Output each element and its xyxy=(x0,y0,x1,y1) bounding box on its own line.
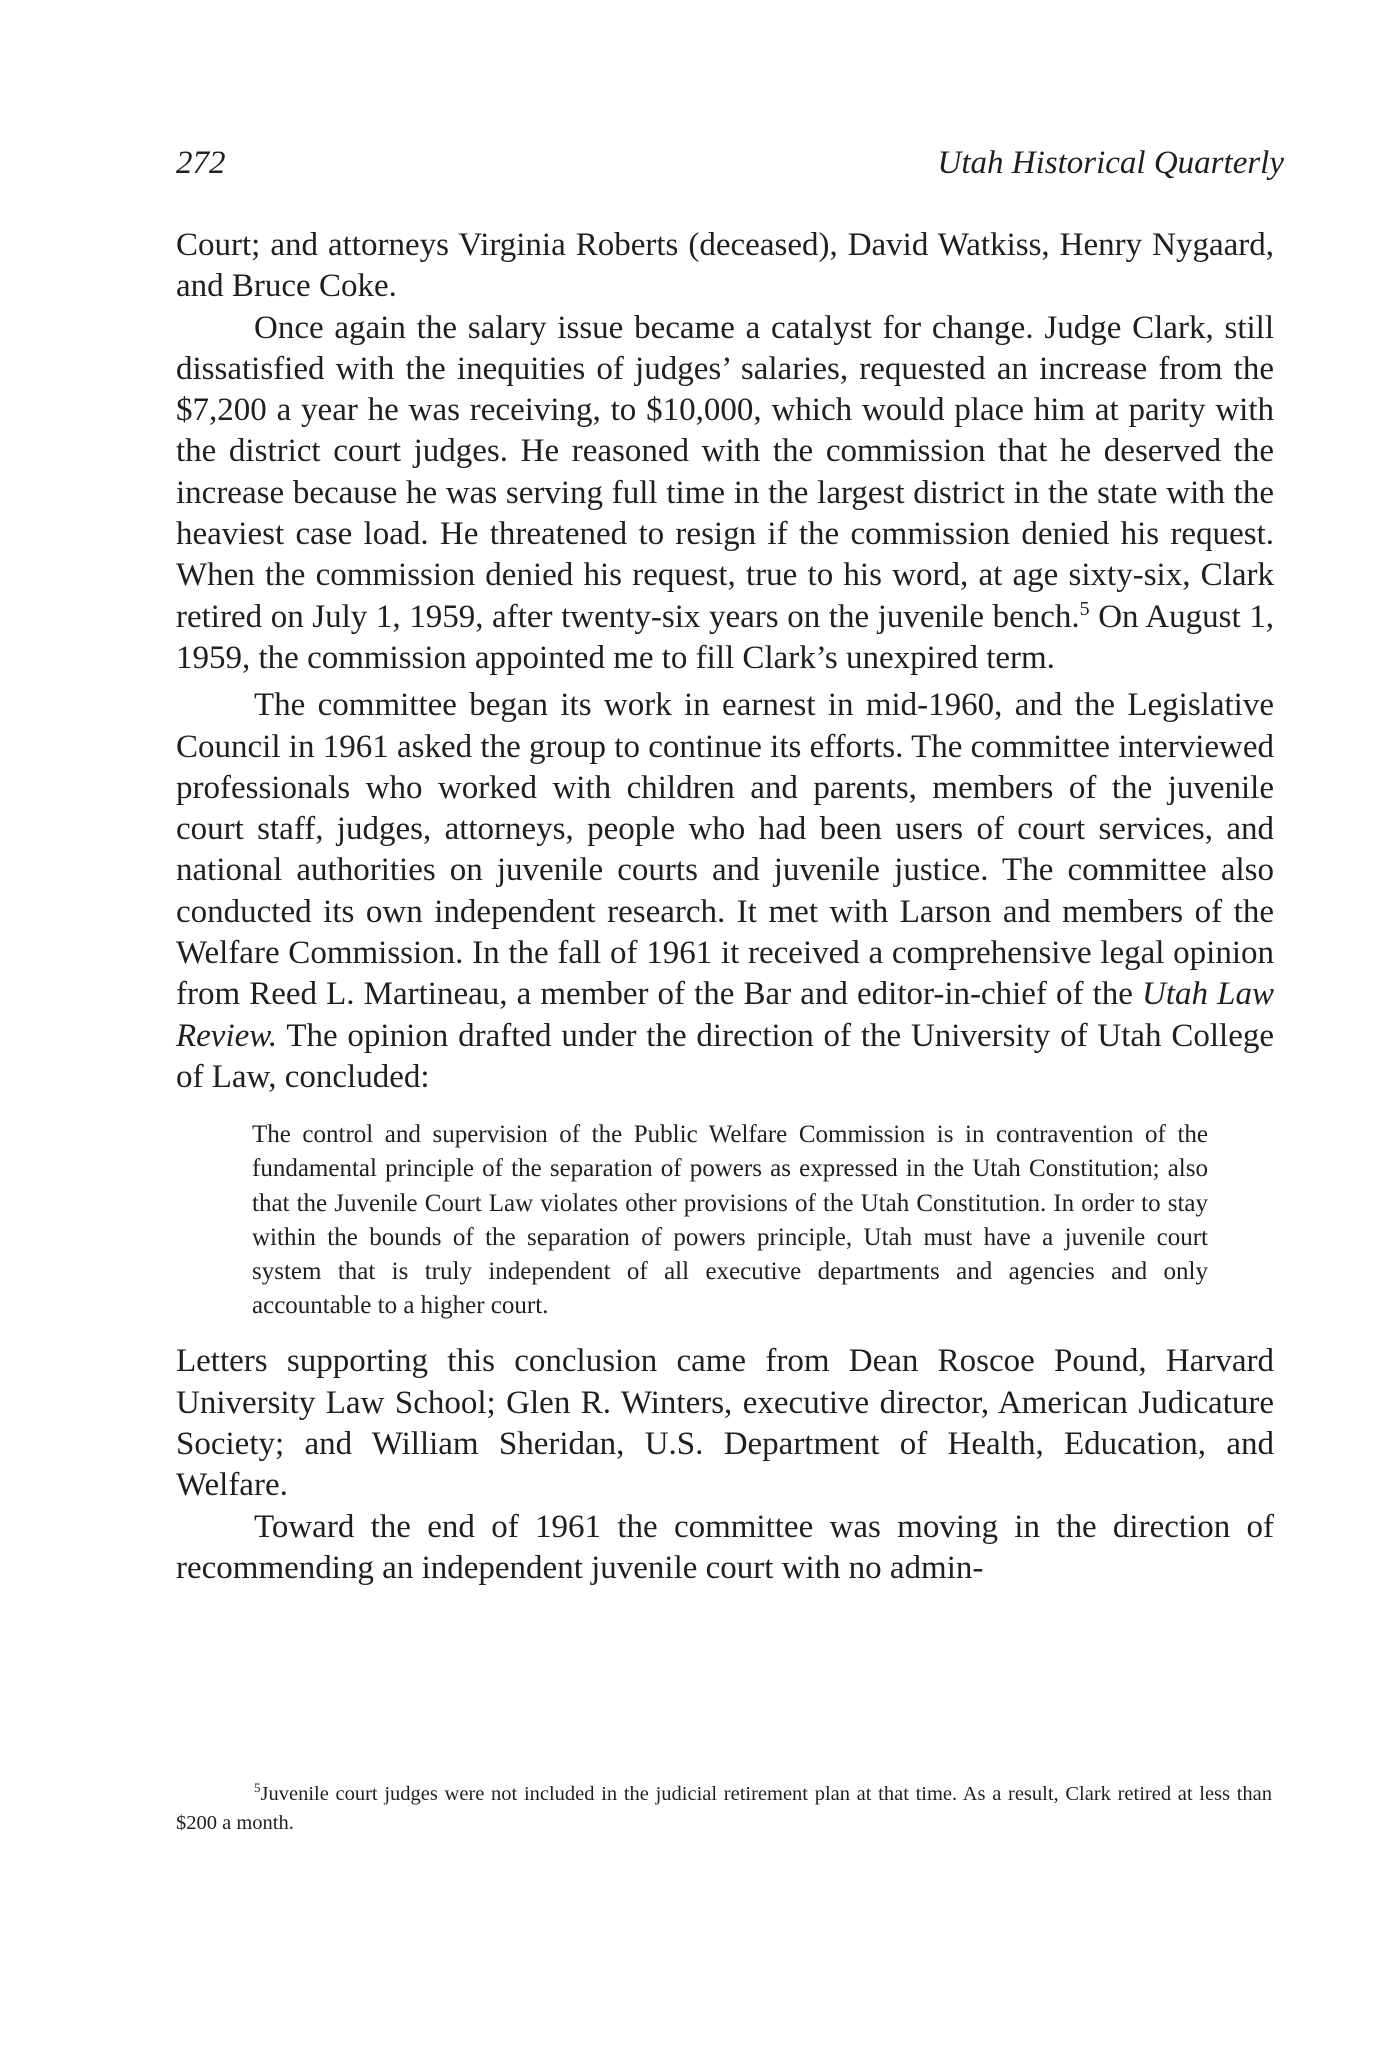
paragraph-end-of-1961: Toward the end of 1961 the committee was moving in the direction of recommending an independent juvenile court with no admin- xyxy=(176,1508,1274,1586)
running-head-journal-title: Utah Historical Quarterly xyxy=(937,145,1284,181)
footnote-mark: 5 xyxy=(254,1780,261,1795)
page-number: 272 xyxy=(176,145,226,181)
paragraph-letters: Letters supporting this conclusion came from Dean Roscoe Pound, Harvard University Law School; Glen R. Winters, executive director, American Judicature Society; and William Sheridan, U.S. Department of Health, Education, and Welfare. xyxy=(176,1343,1274,1504)
page-header xyxy=(176,143,1284,193)
block-quote: The control and supervision of the Public Welfare Commission is in contravention of the fundamental principle of the separation of powers as expressed in the Utah Constitution; also that the Juvenile Court Law violates other provisions of the Utah Constitution. In order to stay within the bounds of the separation of powers principle, Utah must have a juvenile court system that is truly independent of all executive departments and agencies and only accountable to a higher court. xyxy=(252,1121,1208,1320)
paragraph-committee-work-tail: The opinion drafted under the direction of the University of Utah College of Law, concluded: xyxy=(176,1017,1274,1095)
footnote-reference: 5 xyxy=(1079,597,1090,620)
footnote-area xyxy=(176,1780,1272,1838)
paragraph-committee-work xyxy=(176,685,1274,1098)
footnote-text: Juvenile court judges were not included in the judicial retirement plan at that time. As a result, Clark retired at less than $200 a month. xyxy=(176,1783,1272,1834)
paragraph-salary-issue xyxy=(176,308,1274,680)
paragraph-salary-issue-tail: On August 1, 1959, the commission appointed me to fill Clark’s unexpired term. xyxy=(176,598,1274,676)
paragraph-committee-work-text: The committee began its work in earnest in mid-1960, and the Legislative Council in 1961 asked the group to continue its efforts. The committee interviewed professionals who worked with children and parents, members of the juvenile court staff, judges, attorneys, people who had been users of court services, and national authorities on juvenile courts and juvenile justice. The committee also conducted its own independent research. It met with Larson and members of the Welfare Commission. In the fall of 1961 it received a comprehensive legal opinion from Reed L. Martineau, a member of the Bar and editor-in-chief of the xyxy=(176,687,1274,1013)
paragraph-salary-issue-text: Once again the salary issue became a catalyst for change. Judge Clark, still dissatisfied with the inequities of judges’ salaries, requested an increase from the $7,200 a year he was receiving, to $10,000, which would place him at parity with the district court judges. He reasoned with the commission that he deserved the increase because he was serving full time in the largest district in the state with the heaviest case load. He threatened to resign if the commission denied his request. When the commission denied his request, true to his word, at age sixty-six, Clark retired on July 1, 1959, after twenty-six years on the juvenile bench. xyxy=(176,309,1274,635)
law-review-title: Utah Law Review. xyxy=(176,976,1274,1054)
footnote xyxy=(176,1780,1272,1838)
body-text xyxy=(176,225,1274,1589)
paragraph-continued: Court; and attorneys Virginia Roberts (deceased), David Watkiss, Henry Nygaard, and Bruce Coke. xyxy=(176,227,1274,305)
